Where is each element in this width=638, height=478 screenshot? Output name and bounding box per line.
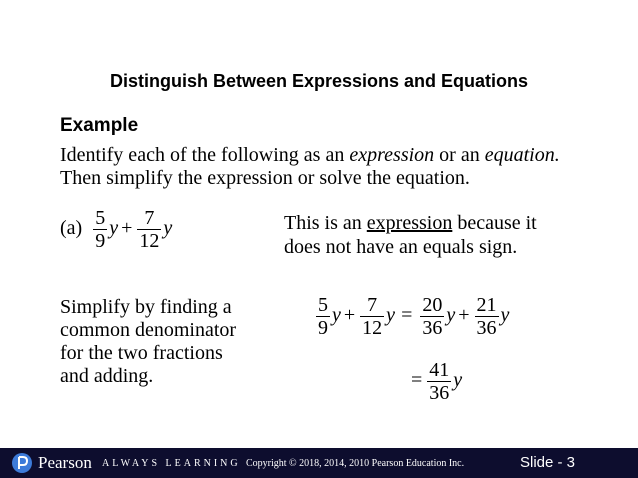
fraction: $\frac{5}{9}$ bbox=[95, 207, 106, 252]
expression-word: expression bbox=[349, 144, 435, 166]
variable: y bbox=[446, 304, 456, 327]
problem-expression bbox=[60, 207, 172, 252]
simplify-text: Simplify by finding a common denominator for the two fractions and adding. bbox=[60, 296, 237, 387]
fraction: $\frac{20}{36}$ bbox=[422, 294, 443, 339]
fraction: $\frac{7}{12}$ bbox=[139, 207, 160, 252]
fraction: $\frac{41}{36}$ bbox=[429, 359, 450, 404]
variable: y bbox=[500, 304, 510, 327]
fraction: $\frac{21}{36}$ bbox=[476, 294, 497, 339]
equation-word: equation. bbox=[484, 144, 560, 166]
explanation-line-1: This is an expression because it bbox=[284, 212, 537, 234]
equals-sign: = bbox=[401, 304, 413, 327]
plus-sign: + bbox=[343, 304, 356, 327]
variable: y bbox=[109, 217, 119, 240]
explanation-line-2: does not have an equals sign. bbox=[284, 236, 518, 258]
copyright-text: Copyright © 2018, 2014, 2010 Pearson Education Inc. bbox=[246, 458, 465, 469]
plus-sign: + bbox=[458, 304, 470, 327]
intro-line-1: Identify each of the following as an expression or an equation. bbox=[60, 144, 560, 166]
equals-sign: = bbox=[411, 369, 423, 392]
intro-text bbox=[60, 144, 620, 190]
footer-bar bbox=[0, 448, 638, 478]
intro-line-2: Then simplify the expression or solve the equation. bbox=[60, 167, 470, 189]
tagline: ALWAYS LEARNING bbox=[102, 458, 241, 469]
variable: y bbox=[332, 304, 341, 327]
example-heading: Example bbox=[60, 115, 139, 136]
plus-sign: + bbox=[121, 217, 133, 240]
slide-title: Distinguish Between Expressions and Equations bbox=[109, 71, 529, 91]
problem-label: (a) bbox=[60, 217, 83, 240]
work-line-1 bbox=[314, 294, 509, 339]
pearson-p-icon bbox=[12, 453, 32, 473]
underlined-expression: expression bbox=[366, 212, 453, 234]
explanation-text bbox=[284, 211, 604, 259]
slide-number: Slide - 3 bbox=[520, 454, 576, 471]
variable: y bbox=[453, 369, 463, 392]
variable: y bbox=[163, 217, 173, 240]
work-line-2 bbox=[408, 359, 462, 404]
variable: y bbox=[386, 304, 396, 327]
brand-name: Pearson bbox=[38, 453, 92, 472]
fraction: $\frac{7}{12}$ bbox=[362, 294, 383, 339]
fraction: $\frac{5}{9}$ bbox=[318, 294, 328, 339]
